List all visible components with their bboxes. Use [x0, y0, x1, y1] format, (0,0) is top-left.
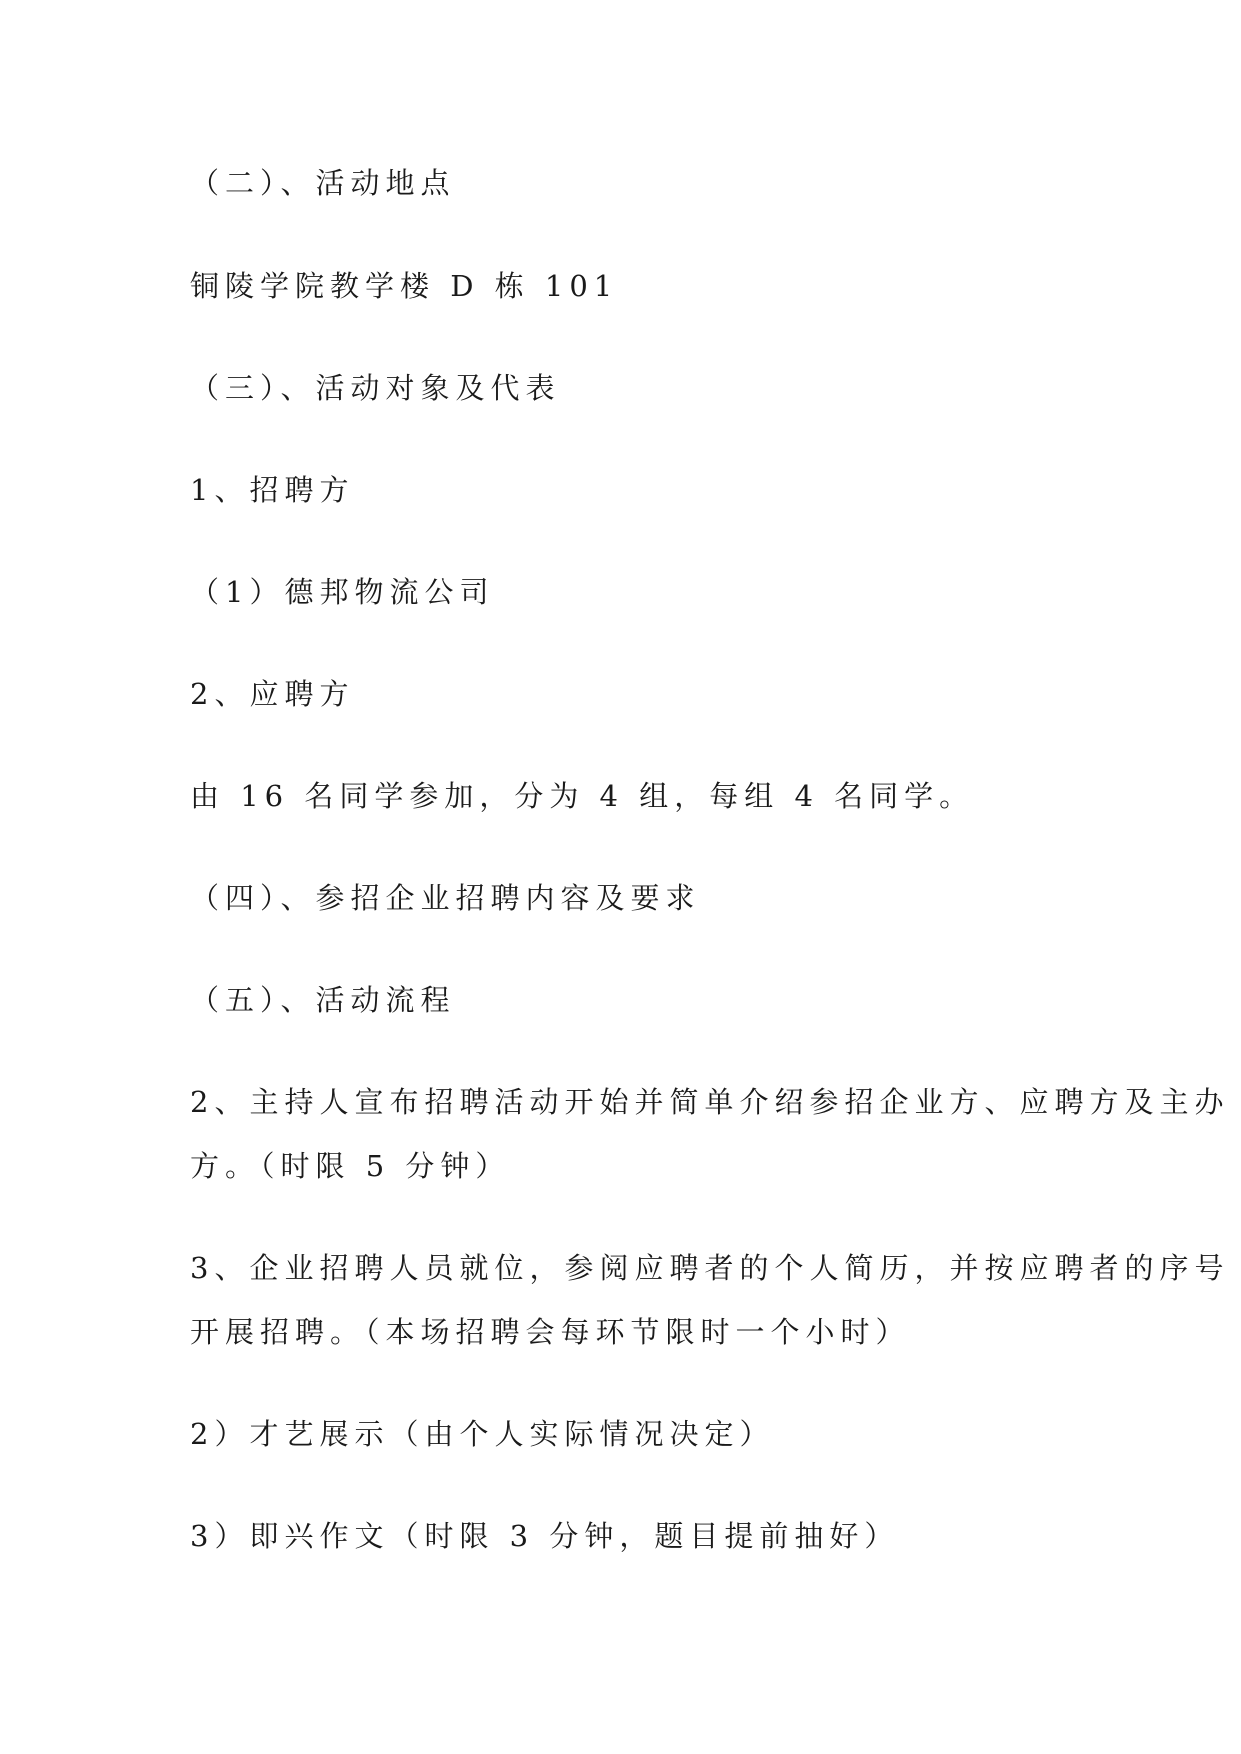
process-step-2-line-1: 2、主持人宣布招聘活动开始并简单介绍参招企业方、应聘方及主办	[190, 1085, 1230, 1119]
section-heading-requirements: （四）、参招企业招聘内容及要求	[190, 881, 701, 915]
section-heading-participants: （三）、活动对象及代表	[190, 371, 561, 405]
list-item-applicants: 2、应聘方	[190, 677, 355, 711]
process-step-3-line-1: 3、企业招聘人员就位，参阅应聘者的个人简历，并按应聘者的序号	[190, 1251, 1230, 1285]
applicants-description: 由 16 名同学参加，分为 4 组，每组 4 名同学。	[190, 779, 975, 813]
sub-step-impromptu-writing: 3）即兴作文（时限 3 分钟，题目提前抽好）	[190, 1519, 900, 1553]
list-item-recruiter: 1、招聘方	[190, 473, 355, 507]
process-step-3-line-2: 开展招聘。（本场招聘会每环节限时一个小时）	[190, 1315, 911, 1349]
sub-step-talent-show: 2）才艺展示（由个人实际情况决定）	[190, 1417, 775, 1451]
sub-item-company: （1）德邦物流公司	[190, 575, 495, 609]
process-step-2-line-2: 方。（时限 5 分钟）	[190, 1149, 511, 1183]
location-text: 铜陵学院教学楼 D 栋 101	[190, 269, 619, 303]
section-heading-location: （二）、活动地点	[190, 166, 456, 200]
section-heading-process: （五）、活动流程	[190, 983, 456, 1017]
